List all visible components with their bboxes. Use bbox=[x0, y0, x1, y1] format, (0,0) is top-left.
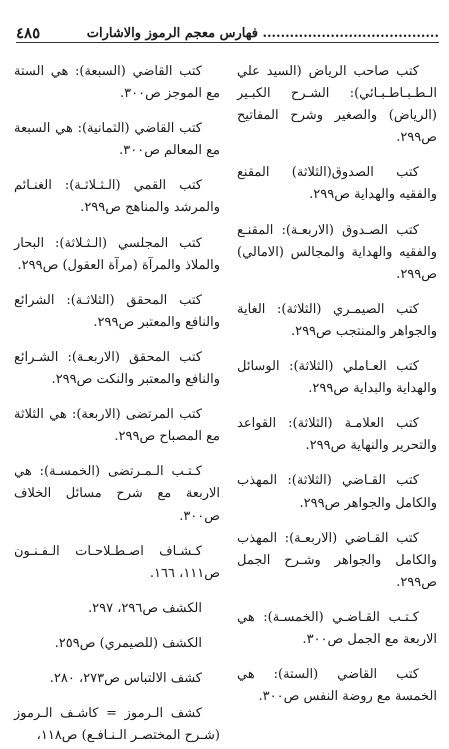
index-entry: كتب الصيمـري (الثلاثة): الغاية والجواهر والمنتجب ص٢٩٩. bbox=[237, 301, 437, 339]
index-entry: كتب العلامـة (الثلاثة): القواعد والتحرير والنهاية ص٢٩٩. bbox=[237, 416, 437, 454]
index-entry: كتب القاضي (الستة): هي الخمسة مع روضة النفس ص٣٠٠. bbox=[237, 667, 437, 705]
index-entry: كشف الـرموز = كاشـف الـرموز (شـرح المختصـر الـنـافـع) ص١١٨، bbox=[14, 706, 220, 744]
header-rule bbox=[16, 42, 439, 43]
index-entry: كتب الصـدوق (الاربعـة): المقنـع والفقيه والهداية والمجالس (الامالي) ص٢٩٩. bbox=[237, 222, 437, 282]
index-entry: كـشـاف اصـطـلاحـات الـفـنـون ص١١١، ١٦٦. bbox=[14, 543, 220, 581]
index-entry: كتب المجلسي (الـثـلاثة): البحار والملاذ والمرآة (مرآة العقول) ص٢٩٩. bbox=[14, 235, 220, 273]
index-entry: كتب المحقق (الثلاثـة): الشرائع والنافع والمعتبر ص٢٩٩. bbox=[14, 292, 220, 330]
index-entry: كشف الالتباس ص٢٧٣، ٢٨٠. bbox=[49, 670, 202, 686]
index-entry: كتب العـاملي (الثلاثة): الوسائل والهداية والبداية ص٢٩٩. bbox=[237, 359, 437, 397]
index-entry: كتب القـاضي (الاربعـة): المهذب والكامل والجواهر وشـرح الجمل ص٢٩٩. bbox=[237, 530, 437, 590]
index-entry: كتب صاحب الرياض (السيد علي الـطـبـاطـبـائي): الشـرح الكبـير (الرياض) والصغير وشرح المفاتيح ص٢٩٩. bbox=[237, 64, 437, 146]
index-entry: الكشف (للصيمري) ص٢٥٩. bbox=[54, 635, 202, 651]
index-entry: الكشف ص٢٩٦، ٢٩٧. bbox=[87, 600, 202, 616]
index-entry: كتب القاضي (الثمانية): هي السبعة مع المعالم ص٣٠٠. bbox=[14, 121, 220, 159]
page-number: ٤٨٥ bbox=[16, 24, 41, 42]
page-header bbox=[16, 22, 439, 44]
index-entry: كتب القـاضي (الثلاثة): المهذب والكامل والجواهر ص٢٩٩. bbox=[237, 473, 437, 511]
running-title: فهارس معجم الرموز والاشارات ....................................... bbox=[86, 25, 439, 41]
index-entry: كـتـب القـاضـي (الخمسـة): هي الاربعة مع الجمل ص٣٠٠. bbox=[237, 609, 437, 647]
index-entry: كتب الصدوق(الثلاثة) المقنع والفقيه والهداية ص٢٩٩. bbox=[237, 165, 437, 203]
index-entry: كـتـب الـمـرتضى (الخمسـة): هي الاربعة مع شرح مسائل الخلاف ص٣٠٠. bbox=[14, 464, 220, 524]
index-entry: كتب المرتضى (الاربعة): هي الثلاثة مع المصباح ص٢٩٩. bbox=[14, 407, 220, 445]
index-entry: كتب القاضي (السبعة): هي الستة مع الموجز ص٣٠٠. bbox=[14, 64, 220, 102]
left-column bbox=[14, 48, 220, 749]
index-entry: كتب المحقق (الاربعـة): الشـرائع والنافع والمعتبر والنكت ص٢٩٩. bbox=[14, 349, 220, 388]
index-entry: كتب القمي (الـثـلاثـة): الغنـائم والمرشد والمناهج ص٢٩٩. bbox=[14, 178, 220, 216]
right-column bbox=[237, 48, 437, 710]
